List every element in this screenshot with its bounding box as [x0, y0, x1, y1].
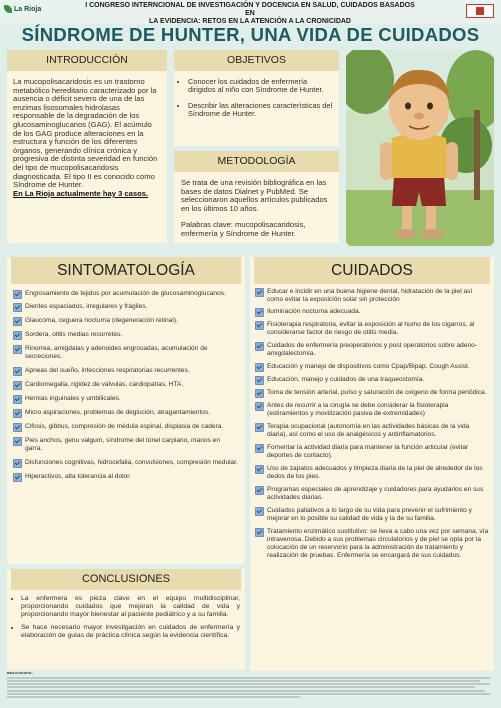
bibliografia [7, 672, 495, 706]
list-item: Glaucoma, ceguera nocturna (degeneración retinal). [11, 317, 239, 325]
metodologia-keywords: Palabras clave: mucopolisacaridosis, enfermería y Síndrome de Hunter. [181, 220, 306, 238]
child-illustration [346, 50, 494, 246]
objetivos-heading: OBJETIVOS [174, 50, 339, 71]
list-item: Apneas del sueño, infecciones respiratorias recurrentes. [11, 367, 239, 375]
checkbox-icon [13, 381, 22, 390]
list-item: Fomentar la actividad diaria para mantener la función articular (evitar deportes de contacto). [253, 444, 490, 460]
list-item: Rinorrea, amigdalas y adenoides engrosadas, acumulación de secreciones. [11, 345, 239, 361]
list-item: Pies anchos, genu valgum, síndrome del túnel carpiano, manos en garra. [11, 437, 239, 453]
leaf-icon [4, 5, 12, 13]
list-item: Programas especiales de aprendizaje y cuidadores para ayudarlos en sus actividades diarias. [253, 486, 490, 502]
institution-logo [466, 4, 494, 18]
bibliografia-heading: BIBLIOGRAFÍA: [7, 672, 33, 675]
cuidados-list [250, 284, 494, 560]
checkbox-icon [255, 308, 264, 317]
introduccion-highlight: En La Rioja actualmente hay 3 casos. [13, 188, 149, 198]
emblem-icon [476, 7, 484, 15]
list-item: Sordera, otitis medias recurretes. [11, 331, 239, 339]
list-item: • Conocer los cuidados de enfermería dirigidos al niño con Síndrome de Hunter. [188, 78, 333, 95]
checkbox-icon [255, 528, 264, 537]
checkbox-icon [13, 437, 22, 446]
metodologia-heading: METODOLOGÍA [174, 151, 339, 172]
conclusiones-list [7, 595, 245, 640]
list-item: • Se hace necesario mayor investigación en cuidados de enfermería y elaboración de guías de práctica clínica según la evidencia científica. [21, 624, 240, 640]
checkbox-icon [13, 423, 22, 432]
cuidados-heading: CUIDADOS [254, 257, 490, 284]
list-item: Cuidados de enfermería preoperatorios y post operatorios sobre adeno-amigdalectomía. [253, 342, 490, 358]
checkbox-icon [255, 321, 264, 330]
checkbox-icon [255, 288, 264, 297]
metodologia-text: Se trata de una revisión bibliográfica en las bases de datos Dialnet y PubMed. Se seleccionaron aquellos artículos publicados en los últimos 10 años. [181, 178, 328, 213]
list-item: Hernias inguinales y umbilicales. [11, 395, 239, 403]
poster-title: SÍNDROME DE HUNTER, UNA VIDA DE CUIDADOS [21, 24, 480, 45]
list-item: Dientes espaciados, irregulares y frágiles. [11, 303, 239, 311]
objetivos-list [174, 78, 339, 119]
list-item: Tratamiento enzimático sustitutivo: se lleva a cabo una vez por semana, vía intravenosa. Debido a sus problemas circulatorios y de piel se opta por la colocación de un reservorio para la administración de tratamiento y realización de pruebas. Enfermería se encargará de sus cuidados. [253, 528, 490, 560]
checkbox-icon [13, 317, 22, 326]
checkbox-icon [13, 345, 22, 354]
introduccion-text: La mucopolisacaridosis es un trastorno metabólico hereditario caracterizado por la ausencia o déficit severo de una de las enzimas lisosomales hidrolasas responsable de la degradación de los glucosaminoglucanos (GAG). El acúmulo de los GAG produce alteraciones en la estructura y función de los diferentes órganos, generando clínica crónica y progresiva de distinta severidad en función del tipo de mucopolisacaridosis diagnosticada. El tipo II es conocido como Síndrome de Hunter. En La Rioja actualmente hay 3 casos. [7, 71, 167, 198]
checkbox-icon [13, 331, 22, 340]
introduccion-section [7, 50, 167, 243]
list-item: Fisioterapia respiratoria, evitar la exposición al humo de los cigarros, al considerarse factor de riesgo de otitis media. [253, 321, 490, 337]
bibliografia-refs-placeholder [7, 677, 495, 699]
checkbox-icon [255, 465, 264, 474]
sintomatologia-list [7, 284, 245, 481]
checkbox-icon [255, 507, 264, 516]
checkbox-icon [13, 303, 22, 312]
congress-title: I CONGRESO INTERNCIONAL DE INVESTIGACIÓN Y DOCENCIA EN SALUD, CUIDADOS BASADOS EN LA EVIDENCIA: RETOS EN LA ATENCIÓN A LA CRONICIDAD [85, 2, 415, 25]
checkbox-icon [255, 342, 264, 351]
list-item: Uso de zapatos adecuados y limpieza diaria de la piel de alrededor de los dedos de los pies. [253, 465, 490, 481]
checkbox-icon [13, 459, 22, 468]
list-item: Hiperactivos, alta tolerancia al dolor. [11, 473, 239, 481]
checkbox-icon [13, 395, 22, 404]
checkbox-icon [13, 409, 22, 418]
list-item: Educación, manejo y cuidados de una traqueostomía. [253, 376, 490, 384]
cuidados-section [250, 257, 494, 671]
checkbox-icon [255, 376, 264, 385]
sintomatologia-heading: SINTOMATOLOGÍA [11, 257, 241, 284]
list-item: Cuidados paliativos a lo largo de su vida para prevenir el sufrimiento y mejorar en lo posible su calidad de vida y la de su familia. [253, 507, 490, 523]
checkbox-icon [255, 486, 264, 495]
conclusiones-heading: CONCLUSIONES [11, 569, 241, 590]
conclusiones-section [7, 569, 245, 670]
list-item: Antes de recurrir a la cirugía se debe considerar la fisioterapia (estiramientos y movilización pasiva de extremidades) [253, 402, 490, 418]
checkbox-icon [13, 367, 22, 376]
checkbox-icon [255, 444, 264, 453]
introduccion-heading: INTRODUCCIÓN [7, 50, 167, 71]
sintomatologia-section [7, 257, 245, 564]
list-item: Cardiomegalia, rigidez de válvulas, cardiopatías, HTA. [11, 381, 239, 389]
checkbox-icon [255, 402, 264, 411]
list-item: Educar e incidir en una buena higiene dental, hidratación de la piel así como evitar la exposición solar sin protección [253, 288, 490, 304]
list-item: Engrosamiento de tejidos por acumulación de glucosaminoglucanos. [11, 290, 239, 298]
list-item: Toma de tensión arterial, pulso y saturación de oxigeno de forma periódica. [253, 389, 490, 397]
child-illustration-svg [346, 50, 494, 246]
list-item: Cifosis, gibbus, compresión de médula espinal, displasia de cadera. [11, 423, 239, 431]
list-item: Terapia ocupacional (autonomía en las actividades básicas de la vida diaria), así como el uso de analgésicos y antinflamatorios. [253, 423, 490, 439]
checkbox-icon [255, 389, 264, 398]
objetivos-section [174, 50, 339, 146]
list-item: Disfunciones cognitivas, hidrocefalia, convulsiones, compresión medular. [11, 459, 239, 467]
list-item: • La enfermera es pieza clave en el equipo multidisciplinar, proporcionando cuidados que mejoran la calidad de vida y proporcionando mayor bienestar al paciente pediátrico y a su familia. [21, 595, 240, 618]
checkbox-icon [13, 290, 22, 299]
metodologia-section [174, 151, 339, 243]
list-item: Educación y manejo de dispositivos como Cpap/Bipap, Cough Assist. [253, 363, 490, 371]
list-item: Iluminación nocturna adecuada. [253, 308, 490, 316]
checkbox-icon [13, 473, 22, 482]
checkbox-icon [255, 363, 264, 372]
list-item: Micro aspiraciones, problemas de deglución, atragantamientos. [11, 409, 239, 417]
checkbox-icon [255, 423, 264, 432]
la-rioja-logo: La Rioja [4, 5, 41, 13]
list-item: • Describir las alteraciones características del Síndrome de Hunter. [188, 102, 333, 119]
